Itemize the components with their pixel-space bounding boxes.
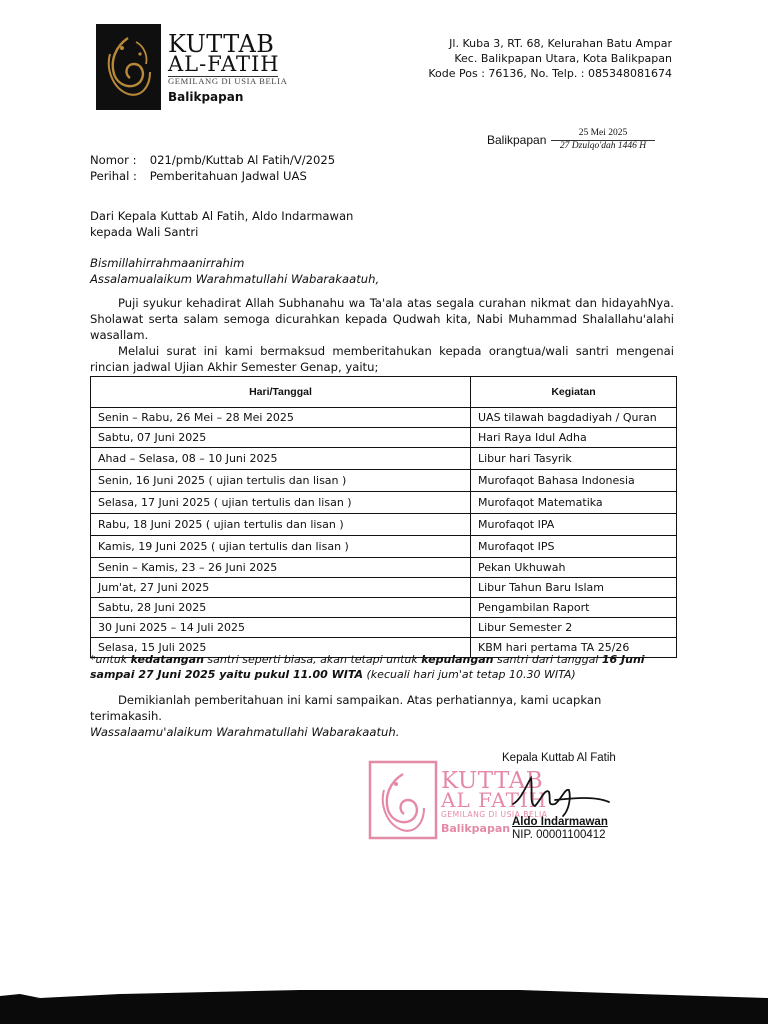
- note-text: santri dari tanggal: [493, 653, 602, 666]
- header-date: Hari/Tanggal: [91, 377, 471, 408]
- table-row: [91, 578, 677, 598]
- stamp-wordmark-line1: KUTTAB: [441, 768, 544, 794]
- cell-activity: Murofaqot Bahasa Indonesia: [471, 470, 677, 492]
- cell-activity: UAS tilawah bagdadiyah / Quran: [471, 408, 677, 428]
- letter-sender: [90, 208, 353, 240]
- cell-date: Jum'at, 27 Juni 2025: [91, 578, 471, 598]
- note-emphasis: kedatangan: [130, 653, 204, 666]
- cell-date: Kamis, 19 Juni 2025 ( ujian tertulis dan lisan ): [91, 536, 471, 558]
- stamp-city: Balikpapan: [441, 822, 511, 835]
- logo-city: Balikpapan: [168, 90, 244, 104]
- letter-place: Balikpapan: [487, 133, 547, 147]
- table-header-row: [91, 377, 677, 408]
- opening-text: Puji syukur kehadirat Allah Subhanahu wa Ta'ala atas segala curahan nikmat dan hidayahNya. Sholawat serta salam semoga dicurahkan kepada Qudwah kita, Nabi Muhammad Shalallahu'alahi wasallam.: [90, 296, 674, 342]
- cell-date: Ahad – Selasa, 08 – 10 Juni 2025: [91, 448, 471, 470]
- handwritten-signature: [505, 770, 615, 820]
- cell-activity: Murofaqot IPA: [471, 514, 677, 536]
- cell-date: 30 Juni 2025 – 14 Juli 2025: [91, 618, 471, 638]
- cell-date: Selasa, 15 Juli 2025: [91, 638, 471, 658]
- cell-activity: Libur Semester 2: [471, 618, 677, 638]
- address-line: Jl. Kuba 3, RT. 68, Kelurahan Batu Ampar: [449, 37, 672, 50]
- table-row: [91, 558, 677, 578]
- footer-band: [0, 988, 768, 1024]
- table-row: [91, 598, 677, 618]
- closing-text: Demikianlah pemberitahuan ini kami sampaikan. Atas perhatiannya, kami ucapkan terimakasih.: [90, 693, 602, 723]
- cell-date: Senin, 16 Juni 2025 ( ujian tertulis dan lisan ): [91, 470, 471, 492]
- basmalah: Bismillahirrahmaanirrahim: [90, 256, 245, 270]
- signatory-name: Aldo Indarmawan: [512, 816, 608, 828]
- logo-wordmark-line1: KUTTAB: [168, 30, 275, 58]
- nomor-label: Nomor :: [90, 153, 137, 167]
- note-emphasis: kepulangan: [421, 653, 494, 666]
- cell-activity: Pengambilan Raport: [471, 598, 677, 618]
- cell-activity: Libur hari Tasyrik: [471, 448, 677, 470]
- address-line: Kec. Balikpapan Utara, Kota Balikpapan: [454, 52, 672, 65]
- recipient-line: kepada Wali Santri: [90, 225, 199, 239]
- cell-date: Sabtu, 07 Juni 2025: [91, 428, 471, 448]
- cell-date: Senin – Rabu, 26 Mei – 28 Mei 2025: [91, 408, 471, 428]
- school-stamp-emblem: [368, 760, 438, 840]
- table-row: [91, 408, 677, 428]
- greeting: [90, 255, 379, 287]
- cell-date: Senin – Kamis, 23 – 26 Juni 2025: [91, 558, 471, 578]
- school-address: [428, 36, 672, 81]
- nomor-value: 021/pmb/Kuttab Al Fatih/V/2025: [149, 153, 336, 167]
- schedule-note: [90, 652, 674, 682]
- sender-line: Dari Kepala Kuttab Al Fatih, Aldo Indarmawan: [90, 209, 354, 223]
- letter-date-hijri: 27 Dzulqo'dah 1446 H: [559, 141, 647, 151]
- table-row: [91, 618, 677, 638]
- cell-activity: Pekan Ukhuwah: [471, 558, 677, 578]
- address-line: Kode Pos : 76136, No. Telp. : 085348081674: [428, 67, 672, 80]
- note-text: (kecuali hari jum'at tetap 10.30 WITA): [363, 668, 576, 681]
- schedule-table: [90, 376, 677, 658]
- cell-activity: Hari Raya Idul Adha: [471, 428, 677, 448]
- table-row: [91, 514, 677, 536]
- perihal-value: Pemberitahuan Jadwal UAS: [149, 169, 307, 183]
- table-row: [91, 536, 677, 558]
- salam: Assalamualaikum Warahmatullahi Wabarakaatuh,: [90, 272, 380, 286]
- table-row: [91, 492, 677, 514]
- header-activity: Kegiatan: [471, 377, 677, 408]
- opening-paragraph: [90, 295, 674, 343]
- cell-date: Selasa, 17 Juni 2025 ( ujian tertulis dan lisan ): [91, 492, 471, 514]
- letter-meta: [90, 152, 335, 184]
- purpose-paragraph: [90, 343, 674, 375]
- cell-activity: Libur Tahun Baru Islam: [471, 578, 677, 598]
- cell-activity: KBM hari pertama TA 25/26: [471, 638, 677, 658]
- table-row: [91, 448, 677, 470]
- purpose-text: Melalui surat ini kami bermaksud memberitahukan kepada orangtua/wali santri mengenai rincian jadwal Ujian Akhir Semester Genap, yaitu;: [90, 344, 674, 374]
- logo-tagline: GEMILANG DI USIA BELIA: [168, 76, 288, 86]
- stamp-tagline: GEMILANG DI USIA BELIA: [441, 810, 548, 819]
- signatory-title: Kepala Kuttab Al Fatih: [502, 752, 616, 764]
- table-row: [91, 470, 677, 492]
- stamp-wordmark-line2: AL FATIH: [441, 788, 548, 812]
- note-text: *untuk: [90, 653, 131, 666]
- cell-date: Rabu, 18 Juni 2025 ( ujian tertulis dan lisan ): [91, 514, 471, 536]
- school-logo-emblem: [96, 24, 161, 110]
- cell-activity: Murofaqot Matematika: [471, 492, 677, 514]
- note-emphasis: 16 Juni sampai 27 Juni 2025 yaitu pukul 11.00 WITA: [90, 653, 645, 681]
- perihal-label: Perihal :: [90, 169, 137, 183]
- logo-wordmark-line2: AL-FATIH: [168, 52, 280, 76]
- cell-date: Sabtu, 28 Juni 2025: [91, 598, 471, 618]
- letter-date-gregorian: 25 Mei 2025: [578, 128, 628, 138]
- table-row: [91, 428, 677, 448]
- closing-salam: Wassalaamu'alaikum Warahmatullahi Wabarakaatuh.: [90, 725, 400, 739]
- signatory-nip: NIP. 00001100412: [512, 829, 606, 841]
- cell-activity: Murofaqot IPS: [471, 536, 677, 558]
- closing-paragraph: [90, 692, 674, 740]
- note-text: santri seperti biasa, akan tetapi untuk: [203, 653, 422, 666]
